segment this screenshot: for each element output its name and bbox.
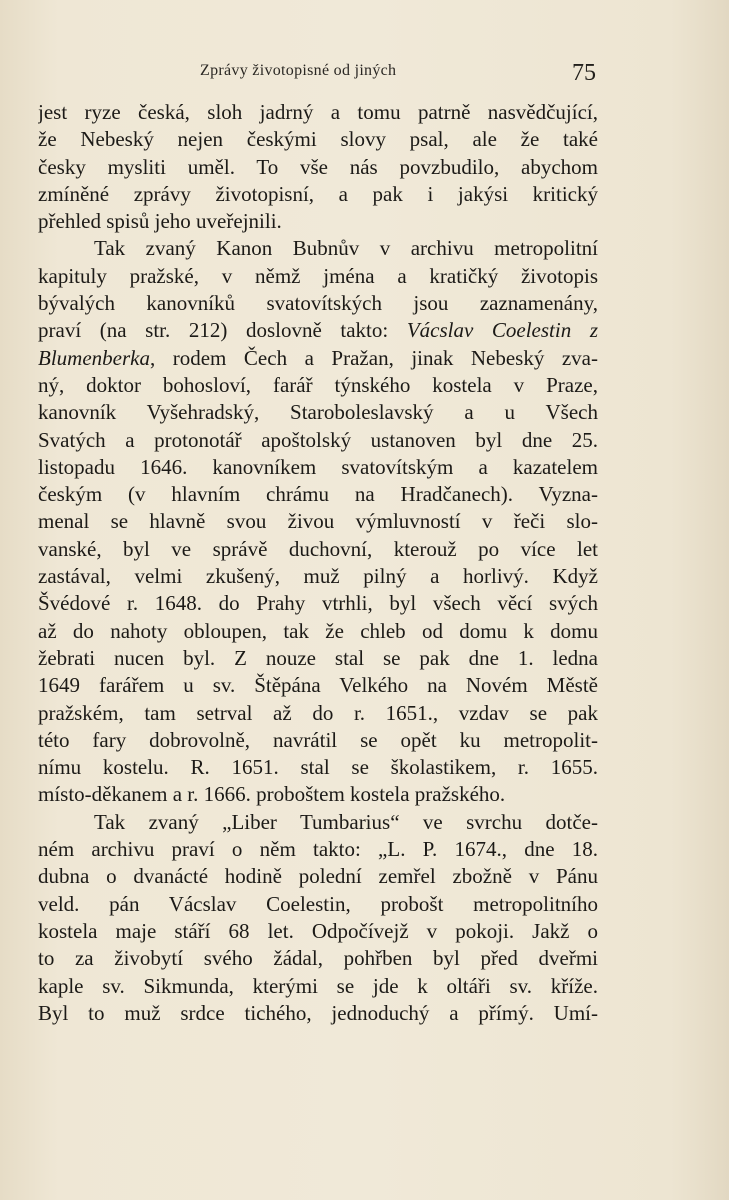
text-line: Tak zvaný Kanon Bubnův v archivu metropolitní: [94, 236, 598, 261]
page-number: 75: [572, 60, 596, 86]
text-line: ný, doktor bohosloví, farář týnského kostela v Praze,: [38, 372, 598, 397]
text-line: [38, 345, 598, 372]
text-line: vanské, byl ve správě duchovní, kterouž po více let: [38, 536, 598, 561]
text-line: bývalých kanovníků svatovítských jsou zaznamenány,: [38, 291, 598, 316]
text-line: Tak zvaný „Liber Tumbarius“ ve svrchu dotče-: [94, 809, 598, 834]
line-segment: , rodem Čech a Pražan, jinak Nebeský zva-: [149, 345, 598, 370]
text-line: dubna o dvanácté hodině polední zemřel zbožně v Pánu: [38, 864, 598, 889]
text-line: Svatých a protonotář apoštolský ustanoven byl dne 25.: [38, 427, 598, 452]
text-line: [38, 317, 598, 344]
text-line: 1649 farářem u sv. Štěpána Velkého na Novém Městě: [38, 673, 598, 698]
text-line: menal se hlavně svou živou výmluvností v řeči slo-: [38, 509, 598, 534]
text-line: Švédové r. 1648. do Prahy vtrhli, byl všech věcí svých: [38, 591, 598, 616]
text-line: kanovník Vyšehradský, Staroboleslavský a u Všech: [38, 400, 598, 425]
text-line: místo-děkanem a r. 1666. proboštem kostela pražského.: [38, 782, 506, 807]
text-line: nímu kostelu. R. 1651. stal se školastikem, r. 1655.: [38, 755, 598, 780]
text-line: že Nebeský nejen českými slovy psal, ale že také: [38, 127, 598, 152]
text-line: žebrati nucen byl. Z nouze stal se pak dne 1. ledna: [38, 645, 598, 670]
text-line: veld. pán Vácslav Coelestin, probošt metropolitního: [38, 891, 598, 916]
text-line: kostela maje stáří 68 let. Odpočívejž v pokoji. Jakž o: [38, 918, 598, 943]
body-text: [38, 99, 598, 1027]
text-line: kapituly pražské, v němž jména a kratičký životopis: [38, 263, 598, 288]
text-line: přehled spisů jeho uveřejnili.: [38, 209, 282, 234]
running-head: Zprávy životopisné od jiných: [200, 62, 397, 79]
italic-name: Blumenberka: [38, 345, 150, 370]
text-line: to za živobytí svého žádal, pohřben byl před dveřmi: [38, 946, 598, 971]
text-line: Byl to muž srdce tichého, jednoduchý a přímý. Umí-: [38, 1000, 598, 1025]
text-line: pražském, tam setrval až do r. 1651., vzdav se pak: [38, 700, 598, 725]
text-line: až do nahoty obloupen, tak že chleb od domu k domu: [38, 618, 598, 643]
text-line: českým (v hlavním chrámu na Hradčanech). Vyzna-: [38, 482, 598, 507]
italic-name: Vácslav Coelestin z: [406, 318, 598, 343]
text-line: listopadu 1646. kanovníkem svatovítským a kazatelem: [38, 454, 598, 479]
text-line: zmíněné zprávy životopisní, a pak i jakýsi kritický: [38, 181, 598, 206]
text-line: ném archivu praví o něm takto: „L. P. 1674., dne 18.: [38, 837, 598, 862]
text-line: zastával, velmi zkušený, muž pilný a horlivý. Když: [38, 564, 598, 589]
text-line: této fary dobrovolně, navrátil se opět ku metropolit-: [38, 727, 598, 752]
text-line: jest ryze česká, sloh jadrný a tomu patrně nasvědčující,: [38, 100, 598, 124]
line-segment: praví (na str. 212) doslovně takto:: [38, 318, 407, 343]
text-line: česky mysliti uměl. To vše nás povzbudilo, abychom: [38, 154, 598, 179]
text-line: kaple sv. Sikmunda, kterými se jde k oltáři sv. kříže.: [38, 973, 598, 998]
